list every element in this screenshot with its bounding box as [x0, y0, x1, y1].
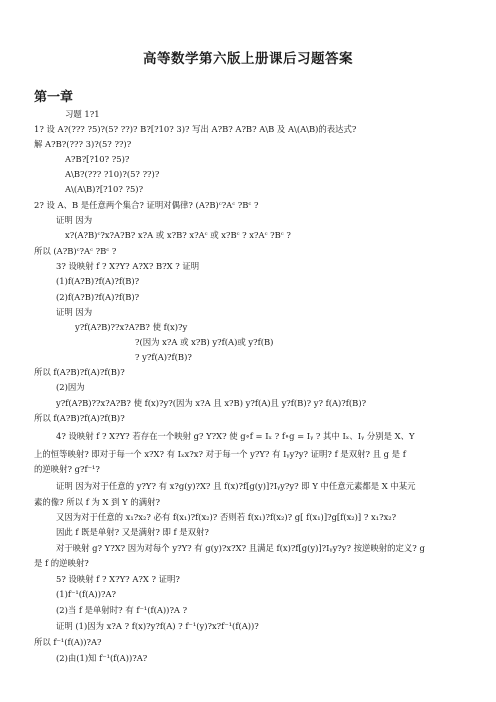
- text-line: 证明 因为对于任意的 y?Y? 有 x?g(y)?X? 且 f(x)?f[g(y)]?Iᵧy?y? 即 Y 中任意元素都是 X 中某元: [56, 481, 416, 491]
- text-line: 习题 1?1: [65, 109, 100, 119]
- text-line: (2)由(1)知 f⁻¹(f(A))?A?: [56, 653, 148, 663]
- text-line: (1)f(A?B)?f(A)?f(B)?: [56, 276, 140, 286]
- text-line: 5? 设映射 f ? X?Y? A?X ? 证明?: [56, 574, 180, 584]
- text-line: 1? 设 A?(??? ?5)?(5? ??)? B?[?10? 3)? 写出 A?B? A?B? A\B 及 A\(A\B)的表达式?: [34, 124, 357, 134]
- text-line: 所以 f(A?B)?f(A)?f(B)?: [34, 413, 125, 423]
- text-line: A?B?[?10? ?5)?: [65, 154, 130, 164]
- text-line: 所以 f(A?B)?f(A)?f(B)?: [34, 367, 125, 377]
- text-line: 证明 因为: [56, 307, 93, 317]
- text-line: 是 f 的逆映射?: [34, 558, 89, 568]
- text-line: 又因为对于任意的 x₁?x₂? 必有 f(x₁)?f(x₂)? 否则若 f(x₁)?f(x₂)? g[ f(x₁)]?g[f(x₂)] ? x₁?x₂?: [56, 512, 397, 522]
- text-line: 4? 设映射 f ? X?Y? 若存在一个映射 g? Y?X? 使 g∘f = Iₓ ? f∘g = Iᵧ ? 其中 Iₓ、Iᵧ 分别是 X、Y: [56, 431, 415, 441]
- text-line: ?(因为 x?A 或 x?B) y?f(A)或 y?f(B): [135, 337, 274, 347]
- text-line: y?f(A?B)??x?A?B? 使 f(x)?y?(因为 x?A 且 x?B) y?f(A)且 y?f(B)? y? f(A)?f(B)?: [56, 398, 367, 408]
- text-line: (2)当 f 是单射时? 有 f⁻¹(f(A))?A ?: [56, 605, 188, 615]
- text-line: 对于映射 g? Y?X? 因为对每个 y?Y? 有 g(y)?x?X? 且满足 f(x)?f[g(y)]?Iᵧy?y? 按逆映射的定义? g: [56, 543, 425, 553]
- page-title: 高等数学第六版上册课后习题答案: [143, 51, 353, 67]
- text-line: 上的恒等映射? 即对于每一个 x?X? 有 Iₓx?x? 对于每一个 y?Y? 有 Iᵧy?y? 证明? f 是双射? 且 g 是 f: [34, 449, 406, 459]
- text-line: A\(A\B)?[?10? ?5)?: [65, 184, 144, 194]
- text-line: y?f(A?B)??x?A?B? 使 f(x)?y: [75, 322, 188, 332]
- text-line: (2)因为: [56, 382, 85, 392]
- text-line: (1)f⁻¹(f(A))?A?: [56, 589, 116, 599]
- text-line: 证明 因为: [56, 215, 93, 225]
- text-line: 素的像? 所以 f 为 X 到 Y 的满射?: [34, 497, 160, 507]
- text-line: A\B?(??? ?10)?(5? ??)?: [65, 169, 160, 179]
- text-line: x?(A?B)ᶜ?x?A?B? x?A 或 x?B? x?Aᶜ 或 x?Bᶜ ? x?Aᶜ ?Bᶜ ?: [65, 230, 291, 240]
- text-line: 因此 f 既是单射? 又是满射? 即 f 是双射?: [56, 527, 209, 537]
- chapter-heading: 第一章: [34, 90, 74, 105]
- text-line: 所以 f⁻¹(f(A))?A?: [34, 637, 102, 647]
- text-line: (2)f(A?B)?f(A)?f(B)?: [56, 292, 140, 302]
- text-line: 的逆映射? g?f⁻¹?: [34, 464, 100, 474]
- text-line: 3? 设映射 f ? X?Y? A?X? B?X ? 证明: [56, 261, 200, 271]
- text-line: 解 A?B?(??? 3)?(5? ??)?: [34, 139, 132, 149]
- text-line: ? y?f(A)?f(B)?: [135, 352, 192, 362]
- text-line: 2? 设 A、B 是任意两个集合? 证明对偶律? (A?B)ᶜ?Aᶜ ?Bᶜ ?: [34, 200, 259, 210]
- text-line: 证明 (1)因为 x?A ? f(x)?y?f(A) ? f⁻¹(y)?x?f⁻¹(f(A))?: [56, 621, 259, 631]
- text-line: 所以 (A?B)ᶜ?Aᶜ ?Bᶜ ?: [34, 246, 117, 256]
